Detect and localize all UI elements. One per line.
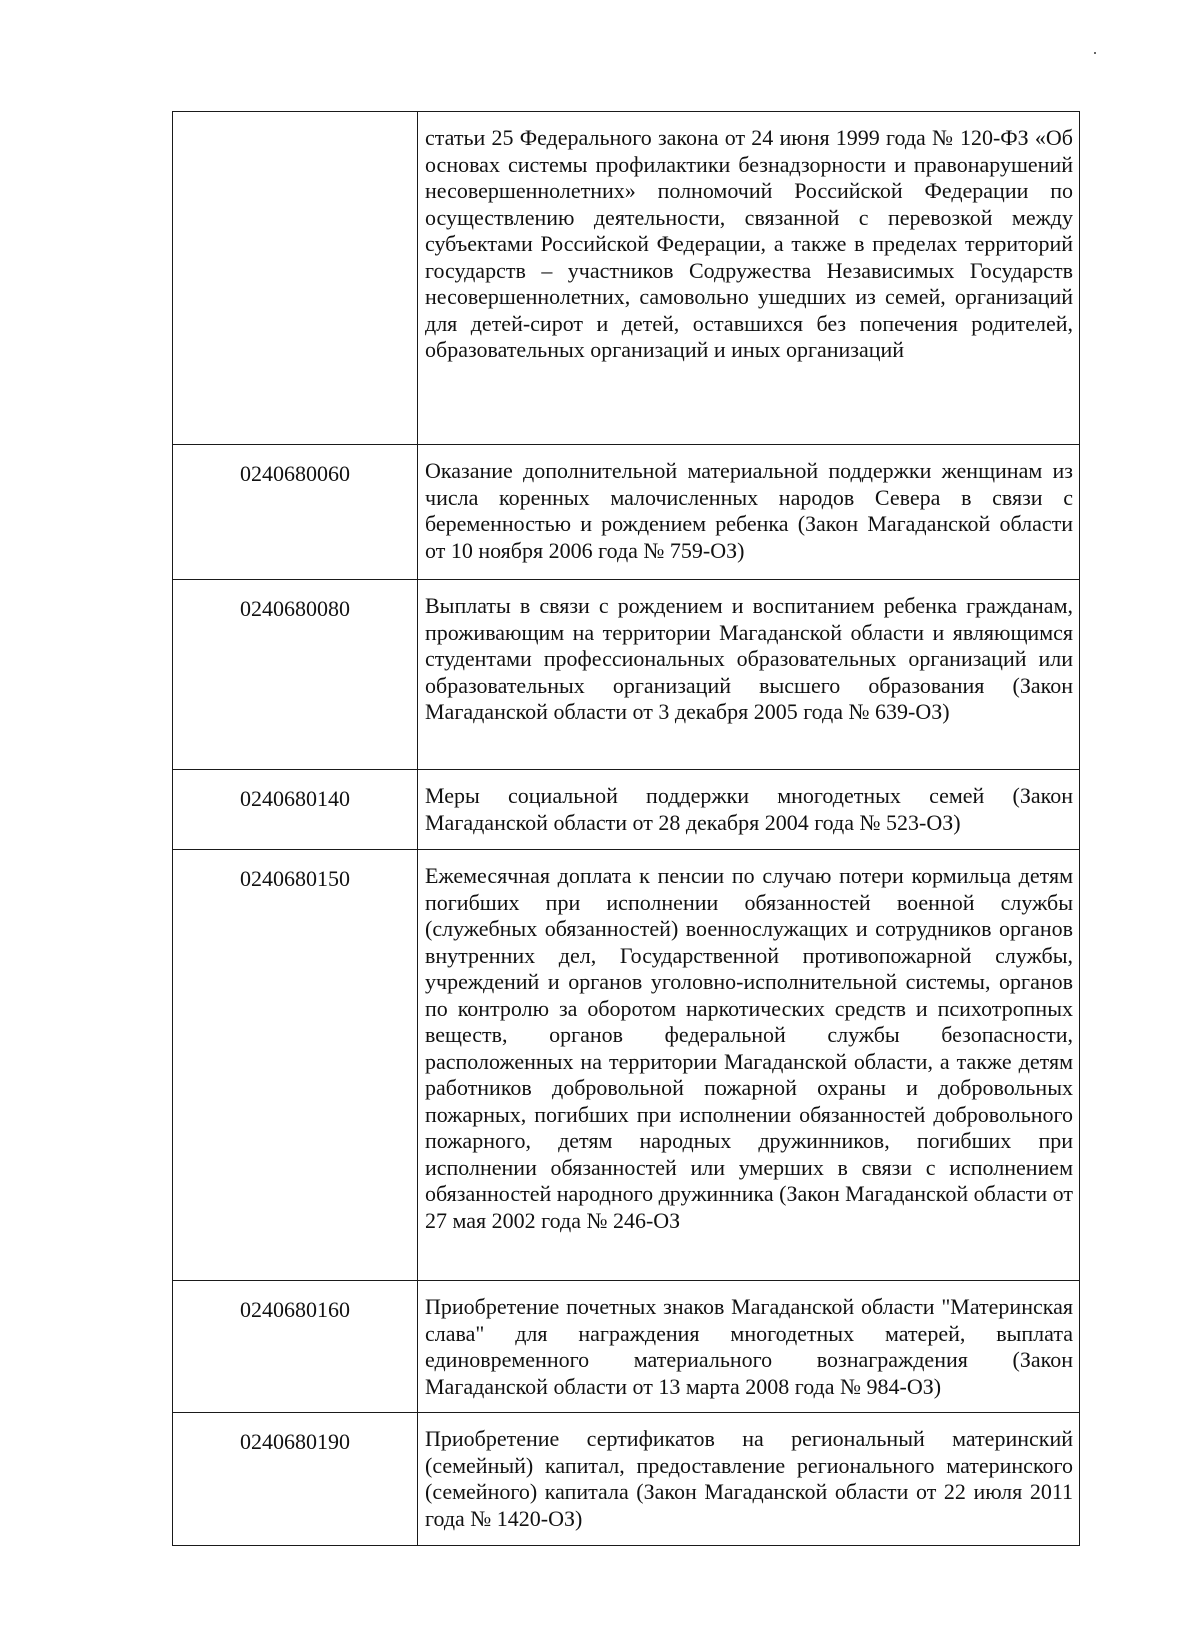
code-cell: 0240680140 xyxy=(173,770,418,850)
table-row xyxy=(173,580,1080,770)
description-cell: Меры социальной поддержки многодетных семей (Закон Магаданской области от 28 декабря 2004 года № 523-ОЗ) xyxy=(418,770,1080,850)
table-row xyxy=(173,850,1080,1281)
table-row xyxy=(173,112,1080,445)
description-cell: Оказание дополнительной материальной поддержки женщинам из числа коренных малочисленных народов Севера в связи с беременностью и рождением ребенка (Закон Магаданской области от 10 ноября 2006 года № 759-ОЗ) xyxy=(418,445,1080,580)
code-cell: 0240680190 xyxy=(173,1413,418,1546)
table-row xyxy=(173,1413,1080,1546)
table-row xyxy=(173,770,1080,850)
code-cell xyxy=(173,112,418,445)
code-cell: 0240680150 xyxy=(173,850,418,1281)
description-cell: Приобретение почетных знаков Магаданской области "Материнская слава" для награждения многодетных матерей, выплата единовременного материального вознаграждения (Закон Магаданской области от 13 марта 2008 года № 984-ОЗ) xyxy=(418,1281,1080,1413)
description-cell: Приобретение сертификатов на региональный материнский (семейный) капитал, предоставление регионального материнского (семейного) капитала (Закон Магаданской области от 22 июля 2011 года № 1420-ОЗ) xyxy=(418,1413,1080,1546)
description-cell: Ежемесячная доплата к пенсии по случаю потери кормильца детям погибших при исполнении обязанностей военной службы (служебных обязанностей) военнослужащих и сотрудников органов внутренних дел, Государственной противопожарной службы, учреждений и органов уголовно-исполнительной системы, органов по контролю за оборотом наркотических средств и психотропных веществ, органов федеральной службы безопасности, расположенных на территории Магаданской области, а также детям работников добровольной пожарной охраны и добровольных пожарных, погибших при исполнении обязанностей добровольного пожарного, детям народных дружинников, погибших при исполнении обязанностей или умерших в связи с исполнением обязанностей народного дружинника (Закон Магаданской области от 27 мая 2002 года № 246-ОЗ xyxy=(418,850,1080,1281)
code-cell: 0240680160 xyxy=(173,1281,418,1413)
scan-speck xyxy=(1094,52,1096,54)
description-cell: статьи 25 Федерального закона от 24 июня 1999 года № 120-ФЗ «Об основах системы профилактики безнадзорности и правонарушений несовершеннолетних» полномочий Российской Федерации по осуществлению деятельности, связанной с перевозкой между субъектами Российской Федерации, а также в пределах территорий государств – участников Содружества Независимых Государств несовершеннолетних, самовольно ушедших из семей, организаций для детей-сирот и детей, оставшихся без попечения родителей, образовательных организаций и иных организаций xyxy=(418,112,1080,445)
description-cell: Выплаты в связи с рождением и воспитанием ребенка гражданам, проживающим на территории Магаданской области и являющимся студентами профессиональных образовательных организаций или образовательных организаций высшего образования (Закон Магаданской области от 3 декабря 2005 года № 639-ОЗ) xyxy=(418,580,1080,770)
code-cell: 0240680080 xyxy=(173,580,418,770)
table-row xyxy=(173,1281,1080,1413)
budget-codes-table xyxy=(172,111,1080,1546)
table-row xyxy=(173,445,1080,580)
code-cell: 0240680060 xyxy=(173,445,418,580)
